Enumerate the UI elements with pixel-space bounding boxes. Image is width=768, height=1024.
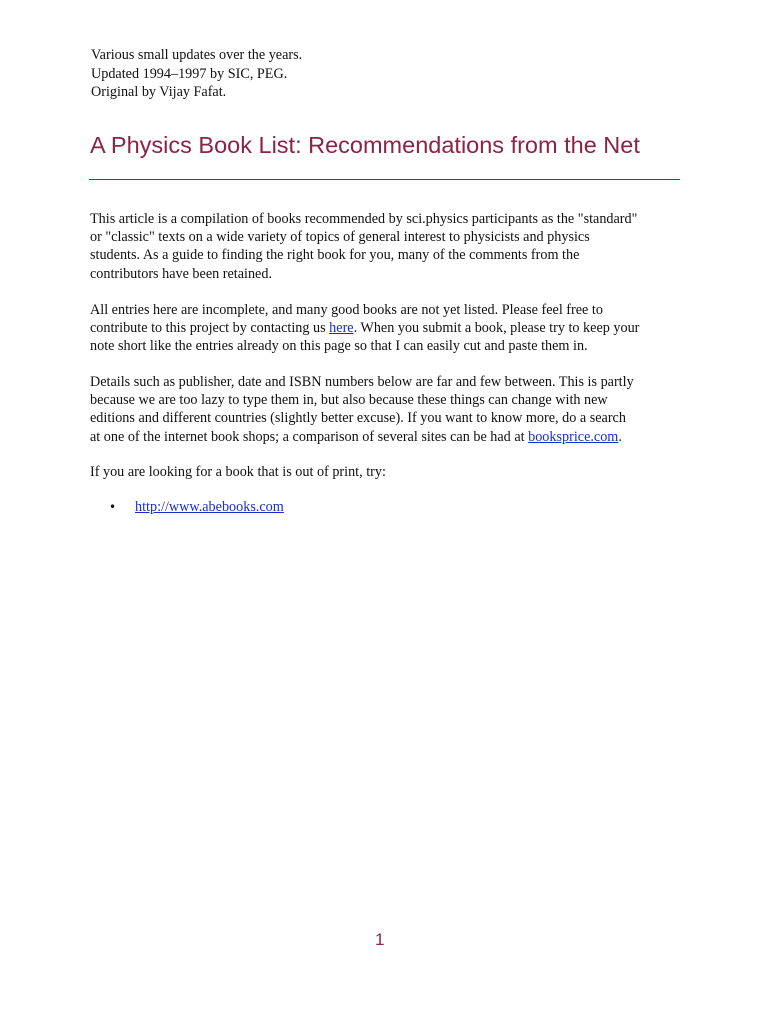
bookshop-list bbox=[90, 498, 284, 516]
revision-note-line: Various small updates over the years. bbox=[91, 47, 303, 63]
paragraph-line: contributors have been retained. bbox=[90, 265, 272, 282]
paragraph-line: because we are too lazy to type them in, but also because these things can change with new bbox=[90, 392, 608, 409]
title-divider bbox=[89, 179, 680, 180]
paragraph-text: . When you submit a book, please try to keep your bbox=[353, 320, 640, 337]
paragraph-line: Details such as publisher, date and ISBN numbers below are far and few between. This is partly bbox=[90, 374, 634, 390]
list-item bbox=[90, 498, 284, 516]
paragraph-line: This article is a compilation of books recommended by sci.physics participants as the "standard" bbox=[90, 211, 638, 227]
details-paragraph bbox=[90, 373, 690, 446]
bullet-icon: • bbox=[109, 500, 117, 514]
revision-note-line: Original by Vijay Fafat. bbox=[91, 84, 227, 100]
page-title: A Physics Book List: Recommendations from the Net bbox=[90, 132, 640, 158]
contribute-paragraph bbox=[90, 301, 690, 356]
paragraph-line: note short like the entries already on this page so that I can easily cut and paste them in. bbox=[90, 338, 588, 355]
revision-notes bbox=[91, 46, 302, 102]
paragraph-text: contribute to this project by contacting us bbox=[90, 320, 330, 337]
contact-here-link[interactable]: here bbox=[329, 320, 354, 337]
booksprice-link[interactable]: booksprice.com bbox=[528, 428, 619, 445]
paragraph-line: editions and different countries (slightly better excuse). If you want to know more, do a search bbox=[90, 410, 626, 427]
paragraph-line: All entries here are incomplete, and many good books are not yet listed. Please feel free to bbox=[90, 302, 603, 318]
paragraph-line bbox=[90, 319, 690, 337]
paragraph-text: . bbox=[618, 428, 622, 445]
out-of-print-paragraph: If you are looking for a book that is out of print, try: bbox=[90, 464, 386, 480]
abebooks-link[interactable]: http://www.abebooks.com bbox=[135, 499, 284, 515]
paragraph-text: at one of the internet book shops; a comparison of several sites can be had at bbox=[90, 428, 529, 445]
revision-note-line: Updated 1994–1997 by SIC, PEG. bbox=[91, 65, 288, 82]
paragraph-line bbox=[90, 428, 690, 446]
page-number: 1 bbox=[375, 930, 385, 949]
paragraph-line: students. As a guide to finding the right book for you, many of the comments from the bbox=[90, 247, 580, 264]
paragraph-line: or "classic" texts on a wide variety of topics of general interest to physicists and physics bbox=[90, 229, 590, 246]
intro-paragraph bbox=[90, 210, 690, 283]
